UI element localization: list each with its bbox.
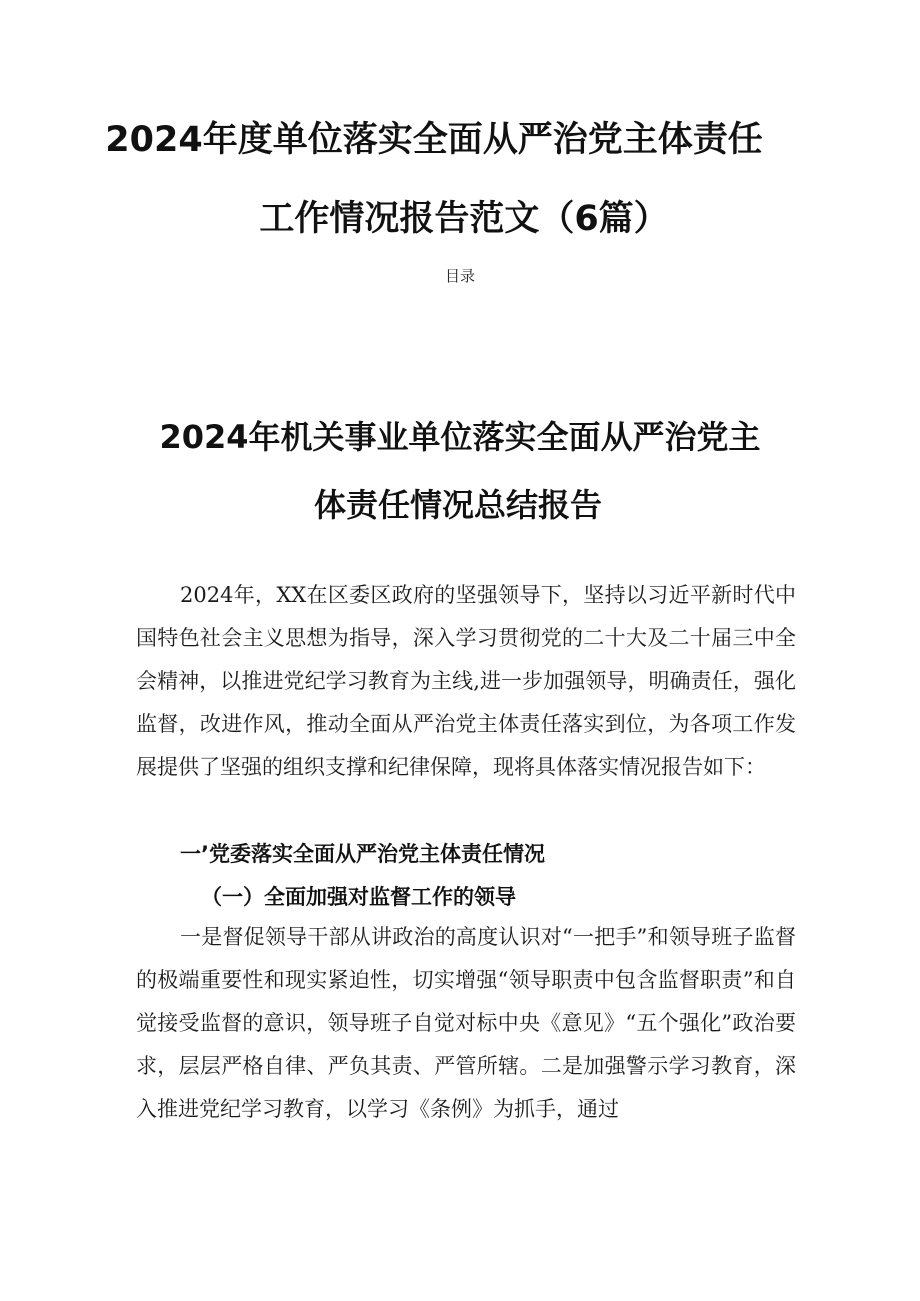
- article-title-line-1: 2024年机关事业单位落实全面从严治党主: [159, 418, 761, 456]
- subsection-paragraph-block: [136, 916, 796, 1131]
- main-title-line-2: 工作情况报告范文（6篇）: [259, 199, 669, 239]
- intro-paragraph-block: [136, 574, 796, 789]
- table-of-contents-label: 目录: [444, 267, 475, 285]
- intro-paragraph: 2024年，XX在区委区政府的坚强领导下，坚持以习近平新时代中国特色社会主义思想为指导，深入学习贯彻党的二十大及二十届三中全会精神，以推进党纪学习教育为主线,进一步加强领导，明确责任，强化监督，改进作风，推动全面从严治党主体责任落实到位，为各项工作发展提供了坚强的组织支撑和纪律保障，现将具体落实情况报告如下：: [136, 583, 796, 779]
- main-title-line-1: 2024年度单位落实全面从严治党主体责任: [105, 120, 763, 160]
- subsection-paragraph: 一是督促领导干部从讲政治的高度认识对“一把手”和领导班子监督的极端重要性和现实紧迫性，切实增强“领导职责中包含监督职责”和自觉接受监督的意识，领导班子自觉对标中央《意见》“五个强化”政治要求，层层严格自律、严负其责、严管所辖。二是加强警示学习教育，深入推进党纪学习教育，以学习《条例》为抓手，通过: [136, 925, 796, 1121]
- subsection-heading: （一）全面加强对监督工作的领导: [201, 885, 516, 909]
- article-title-line-2: 体责任情况总结报告: [313, 486, 602, 524]
- section-heading: 一’党委落实全面从严治党主体责任情况: [180, 842, 545, 866]
